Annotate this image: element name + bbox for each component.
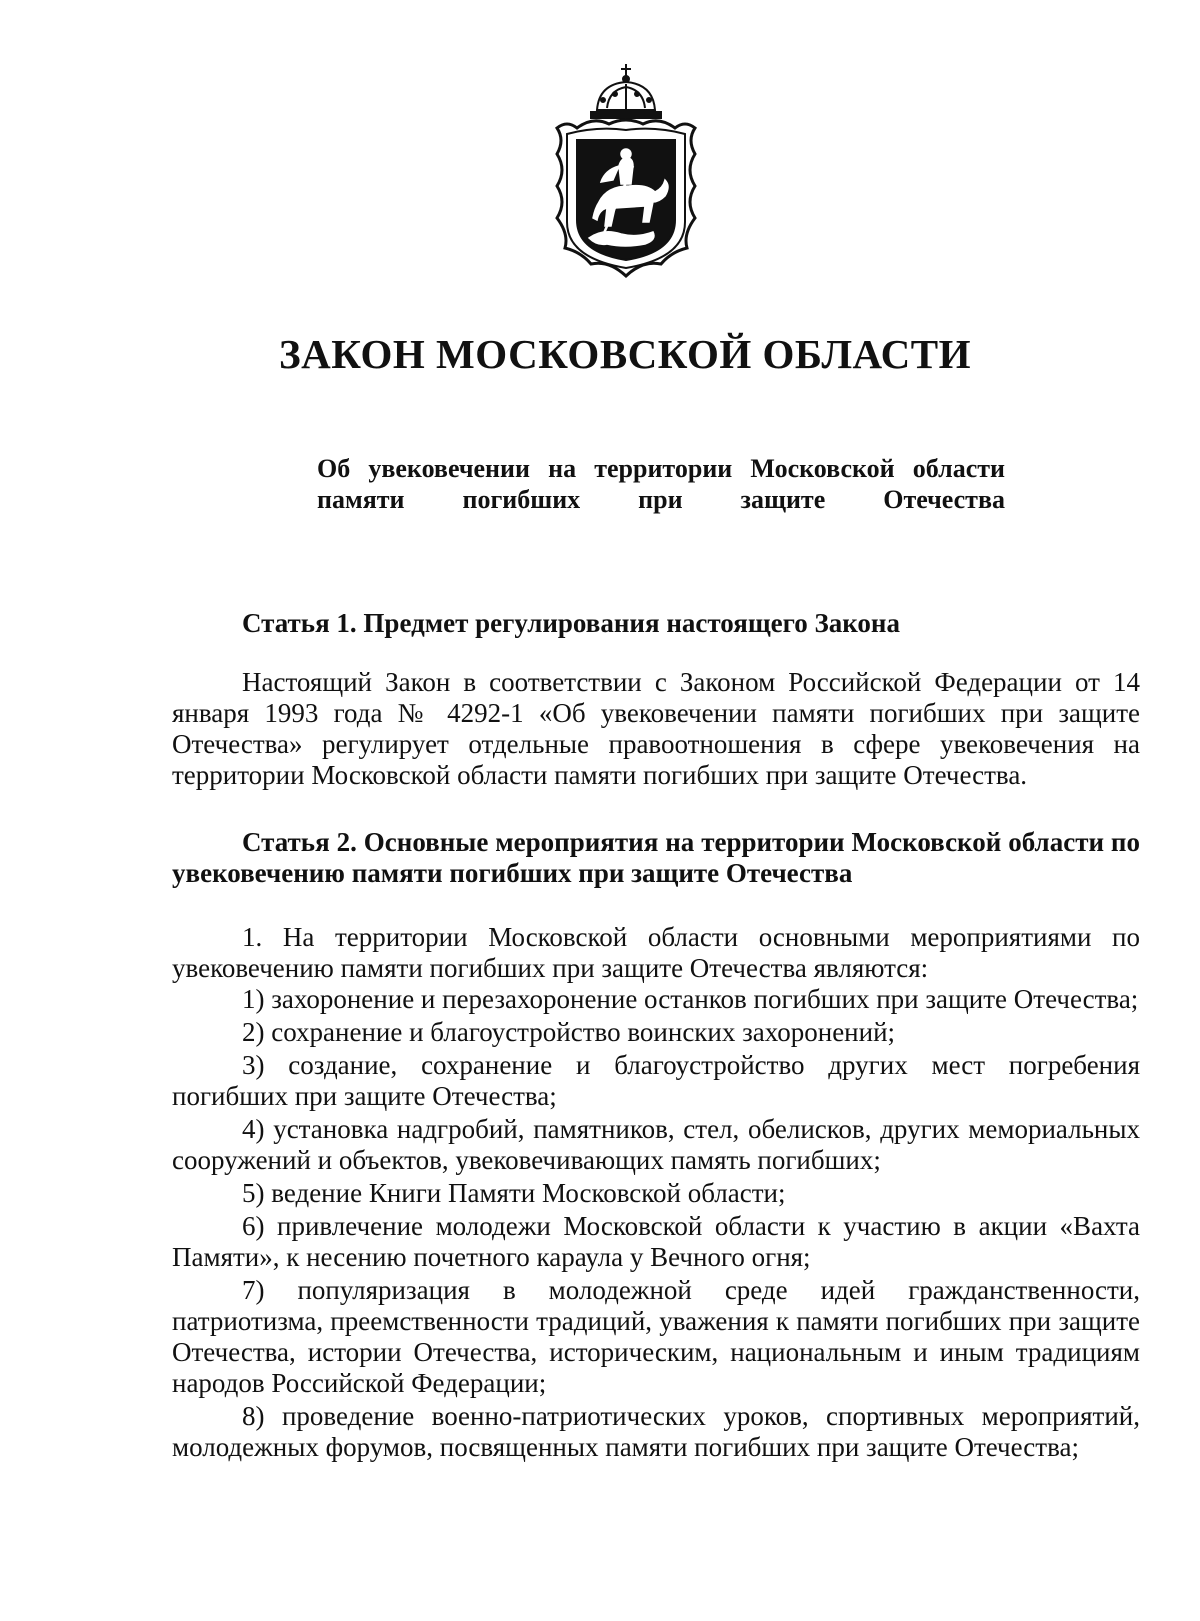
article-1-text: Настоящий Закон в соответствии с Законом Российской Федерации от 14 января 1993 года № 4292-1 «Об увековечении памяти погибших при защите Отечества» регулирует отдельные правоотношения в сфере увековечения на территории Московской области памяти погибших при защите Отечества. [172, 667, 1140, 790]
list-item: 4) установка надгробий, памятников, стел, обелисков, других мемориальных сооружений и объектов, увековечивающих память погибших; [172, 1114, 1140, 1175]
list-item: 7) популяризация в молодежной среде идей гражданственности, патриотизма, преемственности традиций, уважения к памяти погибших при защите Отечества, истории Отечества, историческим, национальным и иным традициям народов Российской Федерации; [172, 1275, 1140, 1398]
list-item: 6) привлечение молодежи Московской области к участию в акции «Вахта Памяти», к несению почетного караула у Вечного огня; [172, 1211, 1140, 1272]
list-item: 8) проведение военно-патриотических уроков, спортивных мероприятий, молодежных форумов, посвященных памяти погибших при защите Отечества; [172, 1401, 1140, 1462]
law-subject: Об увековечении на территории Московской области памяти погибших при защите Отечества [317, 454, 1005, 514]
list-item: 2) сохранение и благоустройство воинских захоронений; [242, 1017, 896, 1047]
coat-of-arms-emblem [537, 62, 715, 284]
law-title: ЗАКОН МОСКОВСКОЙ ОБЛАСТИ [279, 331, 971, 377]
list-item: 3) создание, сохранение и благоустройство других мест погребения погибших при защите Отечества; [172, 1050, 1140, 1111]
article-1-heading: Статья 1. Предмет регулирования настоящего Закона [242, 608, 900, 638]
article-2-intro: 1. На территории Московской области основными мероприятиями по увековечению памяти погибших при защите Отечества являются: [172, 922, 1140, 983]
article-2-heading: Статья 2. Основные мероприятия на территории Московской области по увековечению памяти погибших при защите Отечества [172, 827, 1140, 888]
crown-icon [591, 64, 661, 118]
list-item: 1) захоронение и перезахоронение останков погибших при защите Отечества; [242, 984, 1139, 1014]
list-item: 5) ведение Книги Памяти Московской области; [242, 1178, 786, 1208]
law-body [172, 608, 1140, 1463]
